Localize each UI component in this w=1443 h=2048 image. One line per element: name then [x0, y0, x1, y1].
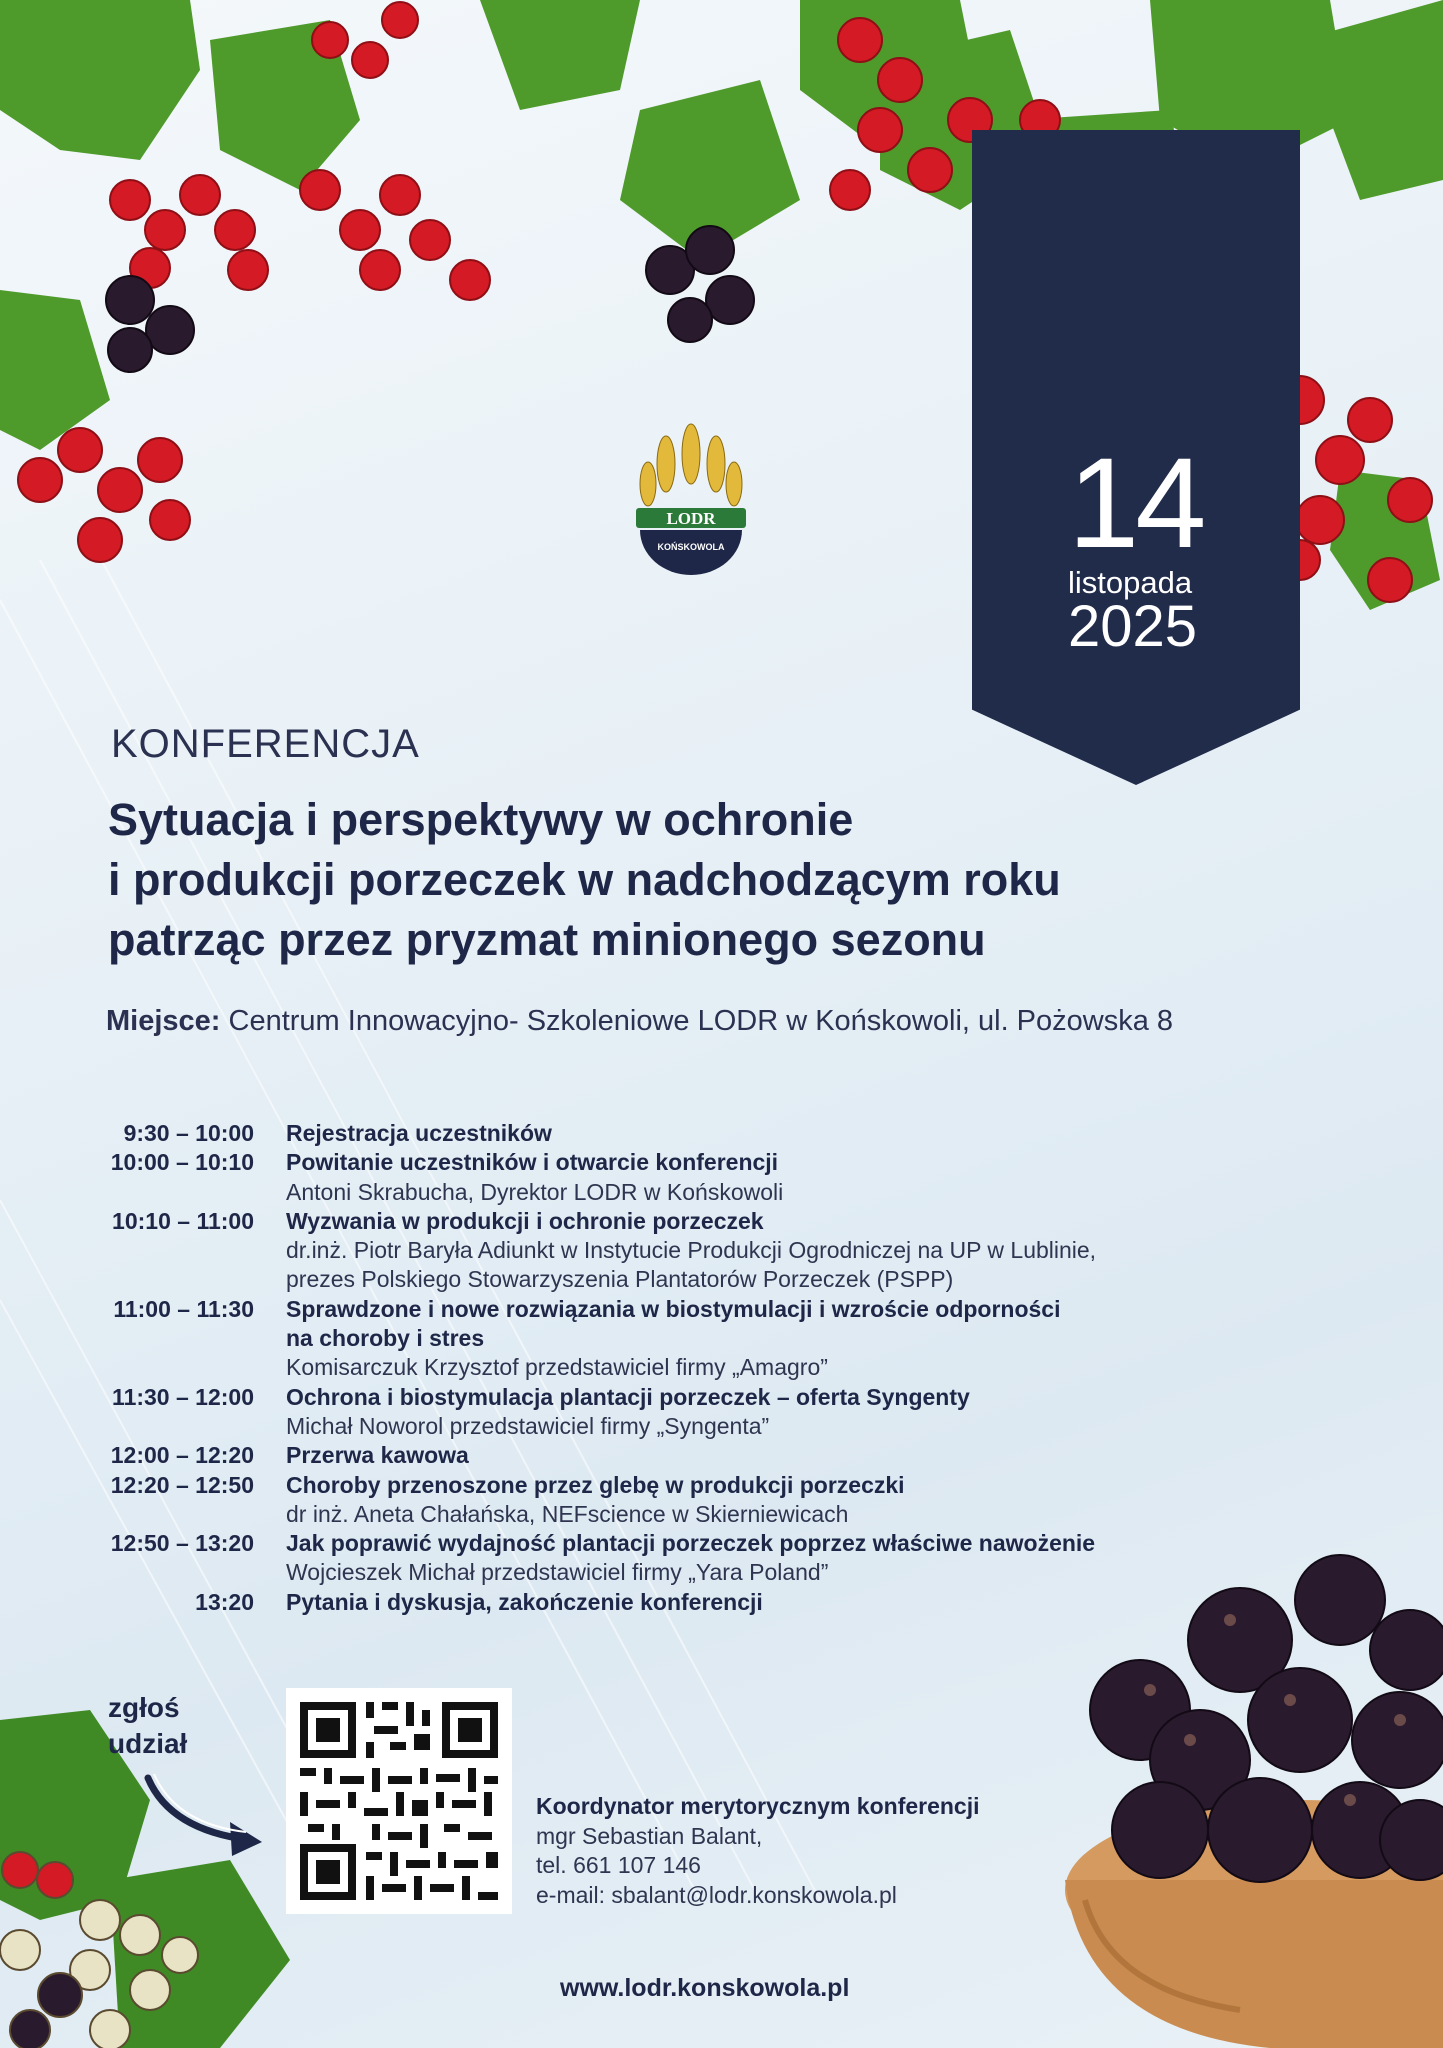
event-month: listopada: [1068, 565, 1193, 600]
website-link[interactable]: www.lodr.konskowola.pl: [560, 1974, 850, 2002]
agenda-speaker: Komisarczuk Krzysztof przedstawiciel firmy „Amagro”: [286, 1354, 828, 1381]
agenda-item: [98, 1471, 1298, 1530]
agenda-time: 11:30 – 12:00: [112, 1383, 254, 1410]
coordinator-email[interactable]: e-mail: sbalant@lodr.konskowola.pl: [536, 1881, 897, 1908]
arrow-icon: [140, 1770, 280, 1860]
agenda-title-continued: na choroby i stres: [286, 1325, 485, 1352]
venue: [106, 1005, 1173, 1038]
title-line: patrząc przez pryzmat minionego sezonu: [108, 914, 986, 965]
agenda-time: 12:00 – 12:20: [110, 1442, 254, 1469]
agenda-title: Ochrona i biostymulacja plantacji porzeczek – oferta Syngenty: [286, 1383, 970, 1410]
agenda-item: [98, 1207, 1298, 1295]
agenda-item: [98, 1441, 1298, 1470]
agenda-title: Przerwa kawowa: [286, 1442, 469, 1469]
registration-qr-code[interactable]: [286, 1688, 512, 1914]
logo-wordmark: LODR: [666, 509, 716, 528]
agenda-time: 13:20: [195, 1588, 254, 1615]
agenda-item: [98, 1148, 1298, 1207]
signup-line: zgłoś: [108, 1692, 180, 1723]
agenda-title: Pytania i dyskusja, zakończenie konferencji: [286, 1588, 763, 1615]
agenda-speaker: dr inż. Aneta Chałańska, NEFscience w Skierniewicach: [286, 1500, 849, 1527]
coordinator-phone[interactable]: tel. 661 107 146: [536, 1852, 701, 1878]
agenda-time: 10:10 – 11:00: [112, 1207, 254, 1234]
agenda-item: [98, 1383, 1298, 1442]
agenda-time: 12:20 – 12:50: [110, 1471, 254, 1498]
coordinator-name: mgr Sebastian Balant,: [536, 1822, 763, 1849]
title-line: i produkcji porzeczek w nadchodzącym roku: [108, 854, 1061, 905]
agenda-speaker: dr.inż. Piotr Baryła Adiunkt w Instytucie Produkcji Ogrodniczej na UP w Lublinie,: [286, 1237, 1097, 1264]
agenda-time: 9:30 – 10:00: [123, 1120, 254, 1146]
venue-address: Centrum Innowacyjno- Szkoleniowe LODR w Końskowoli, ul. Pożowska 8: [228, 1005, 1174, 1037]
agenda-time: 12:50 – 13:20: [110, 1530, 254, 1557]
event-type: KONFERENCJA: [111, 722, 420, 766]
agenda-speaker: Wojcieszek Michał przedstawiciel firmy „Yara Poland”: [286, 1559, 829, 1586]
agenda-item: [98, 1119, 1298, 1148]
agenda-title: Choroby przenoszone przez glebę w produkcji porzeczki: [286, 1471, 905, 1498]
agenda-title: Rejestracja uczestników: [286, 1120, 552, 1146]
agenda-time: 11:00 – 11:30: [113, 1295, 254, 1322]
agenda-item: [98, 1295, 1298, 1383]
coordinator-title: Koordynator merytorycznym konferencji: [536, 1793, 980, 1819]
lodr-logo: [628, 422, 754, 582]
logo-subtext: KOŃSKOWOLA: [657, 542, 725, 552]
agenda-title: Wyzwania w produkcji i ochronie porzeczek: [286, 1207, 764, 1234]
title-line: Sytuacja i perspektywy w ochronie: [108, 794, 854, 845]
agenda-title: Sprawdzone i nowe rozwiązania w biostymulacji i wzroście odporności: [286, 1295, 1061, 1322]
agenda-speaker: prezes Polskiego Stowarzyszenia Plantatorów Porzeczek (PSPP): [286, 1266, 954, 1293]
venue-label: Miejsce:: [106, 1005, 221, 1037]
agenda-item: [98, 1588, 1298, 1617]
agenda-item: [98, 1529, 1298, 1588]
event-year: 2025: [1068, 594, 1198, 659]
bowl-of-blackcurrants: [1065, 1555, 1443, 2048]
agenda-title: Powitanie uczestników i otwarcie konferencji: [286, 1149, 779, 1176]
coordinator: [536, 1792, 980, 1910]
agenda-time: 10:00 – 10:10: [110, 1149, 254, 1176]
event-day: 14: [1068, 432, 1203, 575]
signup-line: udział: [108, 1728, 188, 1759]
agenda-speaker: Antoni Skrabucha, Dyrektor LODR w Końskowoli: [286, 1178, 784, 1205]
agenda-title: Jak poprawić wydajność plantacji porzeczek poprzez właściwe nawożenie: [286, 1530, 1096, 1557]
signup-callout: [108, 1690, 187, 1762]
agenda: [98, 1119, 1298, 1617]
conference-title: [108, 790, 1368, 970]
agenda-speaker: Michał Noworol przedstawiciel firmy „Syngenta”: [286, 1412, 770, 1439]
